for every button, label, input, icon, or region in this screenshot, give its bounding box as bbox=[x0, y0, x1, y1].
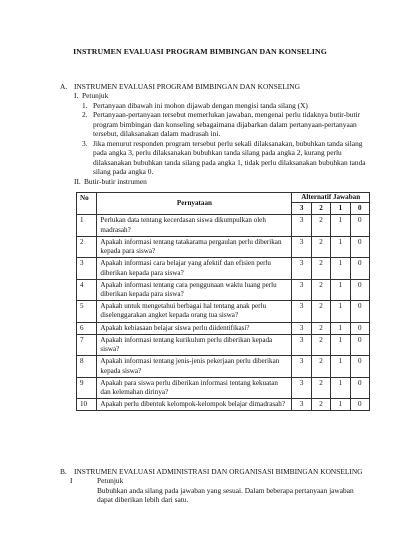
answer-option-0[interactable]: 0 bbox=[350, 377, 369, 398]
section-b-heading: INSTRUMEN EVALUASI ADMINISTRASI DAN ORGANISASI BIMBINGAN KONSELING bbox=[74, 467, 363, 476]
row-statement: Perlukan data tentang kecerdasan siswa dikumpulkan oleh madrasah? bbox=[97, 215, 292, 236]
instruction-text: Pertanyaan-pertanyaan tersebut memerlukan jawaban, mengenai perlu tidaknya butir-butir program bimbingan dan konseling sebagaimana dijabarkan dalam pertanyaan-pertanyaan tersebut, dilaksanakan dalam madrasah ini. bbox=[93, 110, 361, 139]
instrument-table bbox=[76, 192, 370, 411]
answer-option-3[interactable]: 3 bbox=[292, 279, 311, 300]
table-row bbox=[77, 334, 370, 355]
answer-option-3[interactable]: 3 bbox=[292, 356, 311, 377]
instruction-number: 3. bbox=[82, 138, 88, 148]
answer-option-1[interactable]: 1 bbox=[331, 236, 350, 257]
answer-option-2[interactable]: 2 bbox=[311, 334, 330, 355]
header-statement: Pernyataan bbox=[97, 193, 292, 215]
answer-option-2[interactable]: 2 bbox=[311, 356, 330, 377]
answer-option-1[interactable]: 1 bbox=[331, 399, 350, 411]
row-number: 9 bbox=[77, 377, 97, 398]
section-a-items-label-row bbox=[74, 177, 370, 186]
table-row bbox=[77, 236, 370, 257]
answer-option-0[interactable]: 0 bbox=[350, 322, 369, 334]
table-row bbox=[77, 322, 370, 334]
answer-option-0[interactable]: 0 bbox=[350, 399, 369, 411]
table-row bbox=[77, 258, 370, 279]
answer-option-1[interactable]: 1 bbox=[331, 279, 350, 300]
row-number: 10 bbox=[77, 399, 97, 411]
row-number: 8 bbox=[77, 356, 97, 377]
answer-option-3[interactable]: 3 bbox=[292, 399, 311, 411]
row-statement: Apakah untuk mengetahui berbagai hal tentang anak perlu diselenggarakan angket kepada orang tua siswa? bbox=[97, 301, 292, 322]
section-a-instructions-label-row bbox=[74, 91, 370, 100]
answer-option-2[interactable]: 2 bbox=[311, 258, 330, 279]
row-statement: Apakah kebiasaan belajar siswa perlu diidentifikasi? bbox=[97, 322, 292, 334]
row-number: 3 bbox=[77, 258, 97, 279]
section-b-paragraph: Bubuhkan anda silang pada jawaban yang sesuai. Dalam beberapa pertanyaan jawaban dapat diberikan lebih dari satu. bbox=[97, 485, 354, 505]
header-scale-3: 3 bbox=[292, 203, 311, 215]
answer-option-3[interactable]: 3 bbox=[292, 377, 311, 398]
answer-option-0[interactable]: 0 bbox=[350, 356, 369, 377]
header-scale-0: 0 bbox=[350, 203, 369, 215]
answer-option-1[interactable]: 1 bbox=[331, 322, 350, 334]
answer-option-3[interactable]: 3 bbox=[292, 322, 311, 334]
answer-option-0[interactable]: 0 bbox=[350, 215, 369, 236]
answer-option-0[interactable]: 0 bbox=[350, 301, 369, 322]
answer-option-3[interactable]: 3 bbox=[292, 215, 311, 236]
section-a-letter: A. bbox=[60, 82, 68, 91]
answer-option-2[interactable]: 2 bbox=[311, 279, 330, 300]
section-a bbox=[60, 82, 370, 186]
table-row bbox=[77, 377, 370, 398]
answer-option-2[interactable]: 2 bbox=[311, 301, 330, 322]
section-b-instructions-label-row bbox=[70, 476, 365, 485]
answer-option-1[interactable]: 1 bbox=[331, 258, 350, 279]
instruction-text: Jika menurut responden program tersebut perlu sekali dilaksanakan, bubuhkan tanda silang pada angka 3, perlu dilaksanakan bubuhkan tanda silang pada angka 2, kurang perlu dilaksanakan bubuhkan tanda silang pada angka 1, tidak perlu dilaksanakan bubuhkan tanda silang pada angka 0. bbox=[93, 138, 366, 177]
row-statement: Apakah informasi tentang tatakarama pergaulan perlu diberikan kepada para siswa? bbox=[97, 236, 292, 257]
instruction-item bbox=[82, 101, 370, 110]
answer-option-3[interactable]: 3 bbox=[292, 301, 311, 322]
answer-option-1[interactable]: 1 bbox=[331, 377, 350, 398]
section-a-sub2-label: Butir-butir instrumen bbox=[84, 176, 147, 186]
section-b-sub1-label: Petunjuk bbox=[97, 476, 124, 486]
table-row bbox=[77, 356, 370, 377]
row-statement: Apakah para siswa perlu diberikan informasi tentang kekuatan dan kelemahan dirinya? bbox=[97, 377, 292, 398]
row-number: 2 bbox=[77, 236, 97, 257]
section-a-sub1-label: Petunjuk bbox=[82, 91, 109, 101]
instruction-number: 1. bbox=[82, 100, 88, 110]
answer-option-3[interactable]: 3 bbox=[292, 236, 311, 257]
answer-option-3[interactable]: 3 bbox=[292, 334, 311, 355]
row-statement: Apakah perlu dibentuk kelompok-kelompok belajar dimadrasah? bbox=[97, 399, 292, 411]
section-a-heading: INSTRUMEN EVALUASI PROGRAM BIMBINGAN DAN KONSELING bbox=[74, 82, 300, 91]
table-row bbox=[77, 215, 370, 236]
instruction-text: Pertanyaan dibawah ini mohon dijawab dengan mengisi tanda silang (X) bbox=[93, 100, 308, 110]
header-scale-1: 1 bbox=[331, 203, 350, 215]
row-number: 5 bbox=[77, 301, 97, 322]
answer-option-2[interactable]: 2 bbox=[311, 322, 330, 334]
answer-option-0[interactable]: 0 bbox=[350, 334, 369, 355]
answer-option-1[interactable]: 1 bbox=[331, 356, 350, 377]
answer-option-2[interactable]: 2 bbox=[311, 399, 330, 411]
row-number: 4 bbox=[77, 279, 97, 300]
row-number: 1 bbox=[77, 215, 97, 236]
instruction-list bbox=[82, 101, 370, 177]
section-b bbox=[60, 467, 365, 505]
section-a-heading-row bbox=[60, 82, 370, 91]
row-statement: Apakah informasi tentang jenis-jenis pekerjaan perlu diberikan kepada siswa? bbox=[97, 356, 292, 377]
row-statement: Apakah informasi cara belajar yang afektif dan efisien perlu diberikan kepada para siswa? bbox=[97, 258, 292, 279]
table-row bbox=[77, 399, 370, 411]
row-statement: Apakah informasi tentang kurikulum perlu diberikan kepada siswa? bbox=[97, 334, 292, 355]
answer-option-2[interactable]: 2 bbox=[311, 215, 330, 236]
section-b-letter: B. bbox=[60, 467, 67, 476]
answer-option-0[interactable]: 0 bbox=[350, 236, 369, 257]
header-alternative-answers: Alternatif Jawaban bbox=[292, 193, 370, 203]
table-row bbox=[77, 279, 370, 300]
instruction-item bbox=[82, 110, 370, 138]
answer-option-1[interactable]: 1 bbox=[331, 301, 350, 322]
answer-option-1[interactable]: 1 bbox=[331, 215, 350, 236]
header-scale-2: 2 bbox=[311, 203, 330, 215]
document-title: INSTRUMEN EVALUASI PROGRAM BIMBINGAN DAN KONSELING bbox=[73, 47, 327, 56]
answer-option-0[interactable]: 0 bbox=[350, 258, 369, 279]
section-a-sub2-number: II. bbox=[74, 176, 81, 186]
row-statement: Apakah informasi tentang cara penggunaan waktu luang perlu diberikan kepada para siswa? bbox=[97, 279, 292, 300]
row-number: 6 bbox=[77, 322, 97, 334]
instruction-number: 2. bbox=[82, 110, 88, 120]
instruction-item bbox=[82, 139, 370, 177]
answer-option-2[interactable]: 2 bbox=[311, 236, 330, 257]
section-b-sub1-number: I bbox=[70, 476, 73, 486]
section-b-heading-row bbox=[60, 467, 365, 476]
answer-option-0[interactable]: 0 bbox=[350, 279, 369, 300]
answer-option-3[interactable]: 3 bbox=[292, 258, 311, 279]
table-row bbox=[77, 301, 370, 322]
row-number: 7 bbox=[77, 334, 97, 355]
header-no: No bbox=[77, 193, 97, 215]
answer-option-2[interactable]: 2 bbox=[311, 377, 330, 398]
answer-option-1[interactable]: 1 bbox=[331, 334, 350, 355]
section-a-sub1-number: I. bbox=[74, 91, 79, 101]
